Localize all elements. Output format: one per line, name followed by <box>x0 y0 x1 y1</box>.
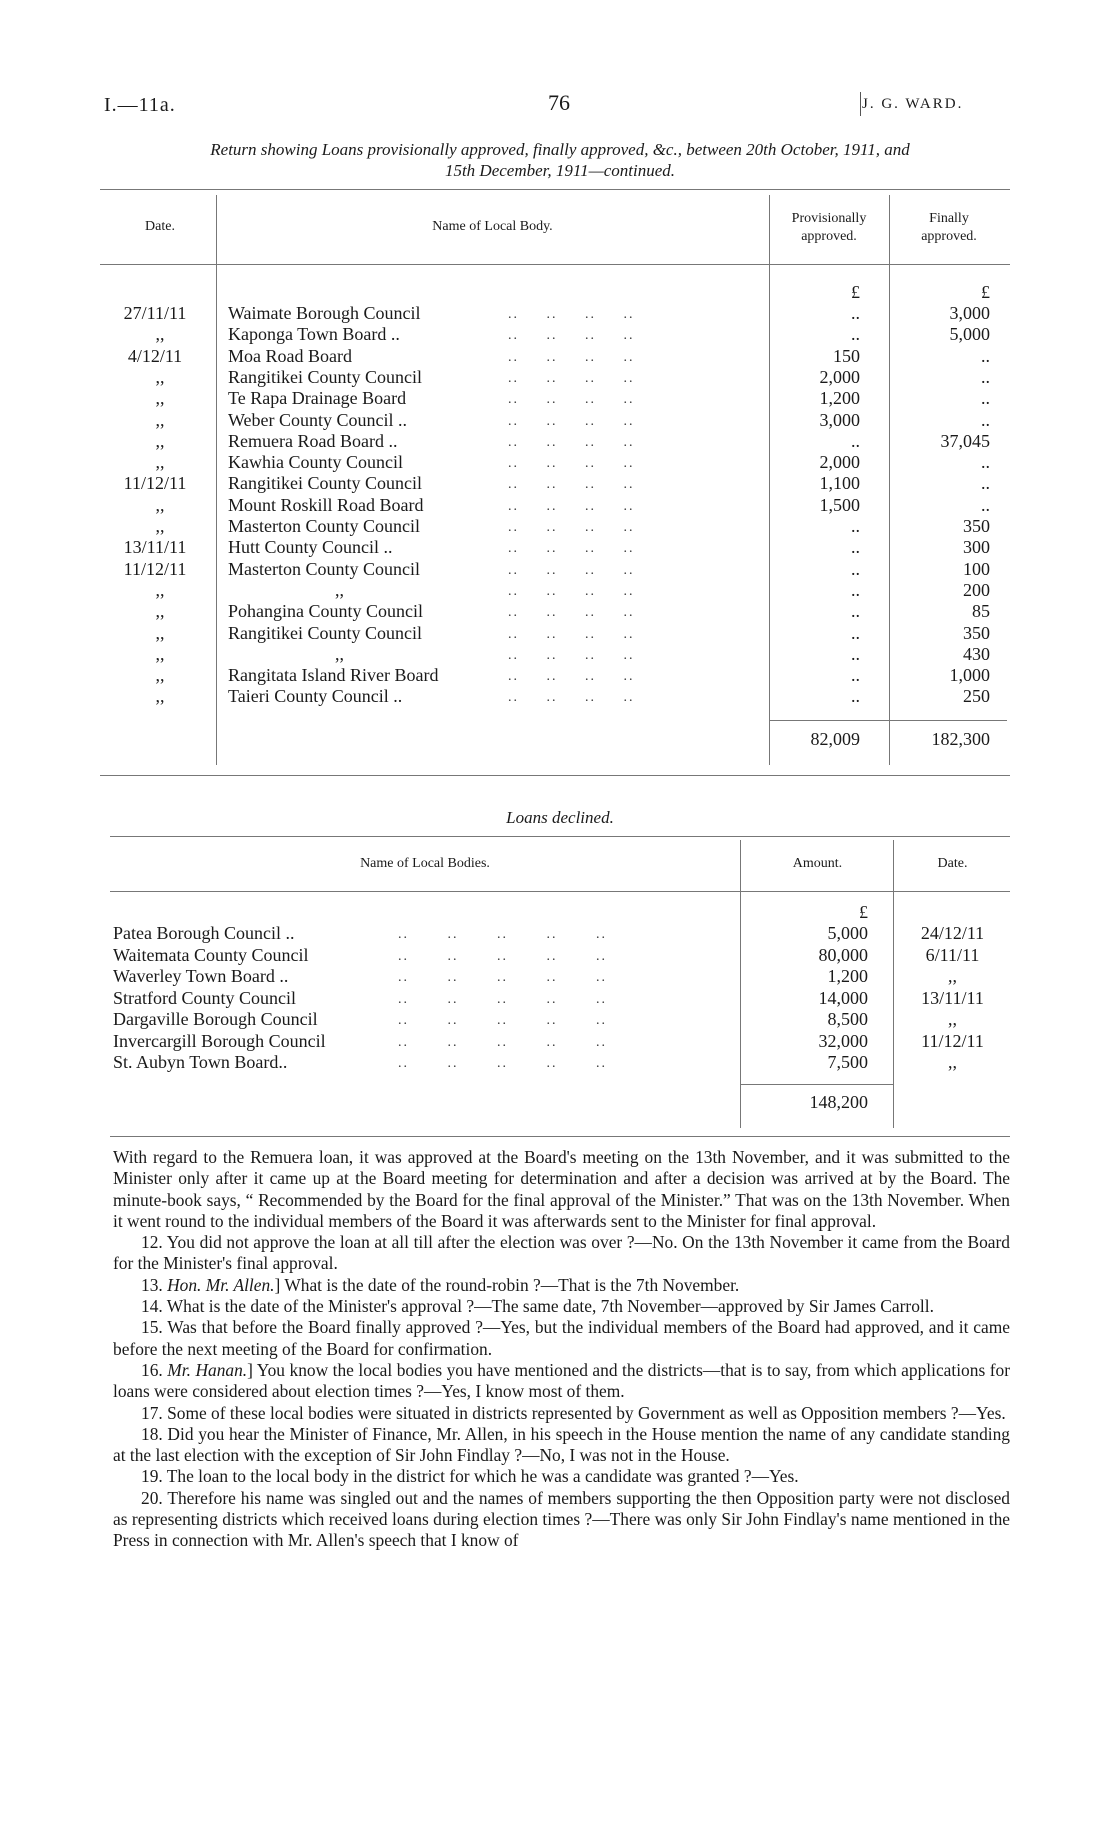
loan-row-date: ,, <box>155 409 165 430</box>
declined-row-leader-dots: .. .. .. .. .. <box>398 1013 607 1028</box>
loan-row-provisional: .. <box>851 324 860 345</box>
declined-row-date: 6/11/11 <box>925 944 980 965</box>
question-20: 20. Therefore his name was singled out and the names of members supporting the then Opposition party were not disclosed as representing districts which received loans during election times ?—There was only Sir John Findlay's name mentioned in the Press in connection with Mr. Allen's speech that I know of <box>113 1487 1010 1551</box>
declined-header-amount: Amount. <box>792 856 843 871</box>
loan-row-name: Masterton County Council <box>228 516 420 536</box>
loan-row-final: .. <box>981 366 990 387</box>
total-prov: 82,009 <box>810 729 860 749</box>
loan-row-date: 27/11/11 <box>123 303 187 323</box>
declined-row-name: Waverley Town Board .. <box>113 966 289 986</box>
col-header-prov-2: approved. <box>801 229 857 244</box>
declined-row-leader-dots: .. .. .. .. .. <box>398 1034 607 1050</box>
declined-row-name: Invercargill Borough Council <box>113 1030 326 1051</box>
loan-row-leader-dots: .. .. .. .. <box>508 477 635 493</box>
loan-row-name: Waimate Borough Council <box>228 303 421 323</box>
loan-row-final: .. <box>981 345 990 366</box>
loan-row-provisional: 1,500 <box>819 494 860 515</box>
question-14: 14. What is the date of the Minister's approval ?—The same date, 7th November—approved by Sir James Carroll. <box>141 1296 934 1317</box>
loan-row-leader-dots: .. .. .. .. <box>508 307 635 322</box>
loan-row-name: Rangitikei County Council <box>228 622 422 643</box>
loan-row-date: 4/12/11 <box>127 345 183 366</box>
loan-row-name: ,, <box>335 643 344 664</box>
loan-row-date: ,, <box>155 622 165 643</box>
declined-divider-date <box>893 840 894 1128</box>
declined-rule-bottom <box>110 1136 1010 1137</box>
declined-row-amount: 32,000 <box>818 1030 868 1051</box>
loan-row-final: 250 <box>963 686 990 707</box>
loan-row-name: Weber County Council .. <box>228 409 408 430</box>
declined-row-name: Patea Borough Council .. <box>113 923 295 943</box>
loan-row-date: ,, <box>155 516 165 536</box>
declined-row-leader-dots: .. .. .. .. .. <box>398 927 607 942</box>
loan-row-final: 300 <box>963 537 990 558</box>
loan-row-leader-dots: .. .. .. .. <box>508 413 635 429</box>
loan-row-date: ,, <box>155 452 165 473</box>
loan-row-name: Kaponga Town Board .. <box>228 324 400 345</box>
loan-row-name: Remuera Road Board .. <box>228 430 398 451</box>
loan-row-provisional: .. <box>851 686 860 707</box>
loan-row-date: ,, <box>155 686 165 707</box>
loan-row-name: Te Rapa Drainage Board <box>228 388 407 409</box>
loan-row-leader-dots: .. .. .. .. <box>508 520 635 535</box>
loan-row-name: Moa Road Board <box>228 345 352 366</box>
loan-row-final: 430 <box>963 643 990 664</box>
question-18: 18. Did you hear the Minister of Finance, Mr. Allen, in his speech in the House mention the name of any candidate standing at the last election with the exception of Sir John Findlay ?—No, I was not in the House. <box>113 1423 1010 1466</box>
loan-row-date: ,, <box>155 601 165 622</box>
loan-row-leader-dots: .. .. .. .. <box>508 456 635 472</box>
declined-header-date: Date. <box>937 856 968 871</box>
loan-row-leader-dots: .. .. .. .. <box>508 498 635 514</box>
loan-row-provisional: .. <box>851 622 860 643</box>
currency-final: £ <box>981 282 990 302</box>
loan-row-name: Taieri County Council .. <box>228 686 403 707</box>
loan-row-final: 37,045 <box>940 430 990 451</box>
header-bracket <box>860 92 861 116</box>
loan-row-leader-dots: .. .. .. .. <box>508 583 635 599</box>
loan-row-leader-dots: .. .. .. .. <box>508 690 635 706</box>
loan-row-final: 5,000 <box>949 324 990 345</box>
loan-row-name: Rangitikei County Council <box>228 473 422 494</box>
question-19: 19. The loan to the local body in the district for which he was a candidate was granted ?—Yes. <box>141 1466 799 1487</box>
declined-row-leader-dots: .. .. .. .. .. <box>398 948 607 964</box>
declined-header-name: Name of Local Bodies. <box>360 856 490 871</box>
loan-row-name: Pohangina County Council <box>228 601 423 622</box>
loan-row-final: 100 <box>963 558 990 579</box>
testimony-text <box>113 1147 1010 1552</box>
loan-row-provisional: .. <box>851 430 860 451</box>
question-17: 17. Some of these local bodies were situated in districts represented by Government as well as Opposition members ?—Yes. <box>141 1402 1006 1423</box>
declined-row-amount: 14,000 <box>818 987 868 1008</box>
declined-rule-top <box>110 836 1010 837</box>
col-header-prov-1: Provisionally <box>791 211 867 226</box>
return-title-line1: Return showing Loans provisionally approved, finally approved, &c., between 20th October, 1911, and <box>210 140 910 159</box>
loan-row-final: 350 <box>963 622 990 643</box>
declined-row-leader-dots: .. .. .. .. .. <box>398 991 607 1007</box>
loan-row-leader-dots: .. .. .. .. <box>508 647 635 663</box>
total-rule-prov <box>769 720 889 721</box>
total-rule-final <box>889 720 1007 721</box>
table-divider-date <box>216 195 217 765</box>
declined-row-date: 13/11/11 <box>921 987 984 1008</box>
loan-row-leader-dots: .. .. .. .. <box>508 669 635 685</box>
loan-row-provisional: .. <box>851 303 860 323</box>
loan-row-date: 11/12/11 <box>123 558 187 579</box>
loan-row-date: 11/12/11 <box>123 473 187 494</box>
loan-row-name: Rangitata Island River Board <box>228 665 439 686</box>
loan-row-provisional: .. <box>851 601 860 622</box>
declined-total-rule <box>740 1084 893 1085</box>
speaker-name: J. G. WARD. <box>862 96 964 112</box>
declined-row-leader-dots: .. .. .. .. .. <box>398 970 607 985</box>
loan-row-leader-dots: .. .. .. .. <box>508 370 635 386</box>
loan-row-final: 350 <box>963 516 990 536</box>
loan-row-date: ,, <box>155 579 165 600</box>
loan-row-provisional: 1,200 <box>819 388 860 409</box>
loan-row-final: .. <box>981 388 990 409</box>
table-rule-header <box>100 264 1010 265</box>
loan-row-provisional: 3,000 <box>819 409 860 430</box>
loan-row-final: 1,000 <box>949 665 990 686</box>
loan-row-date: ,, <box>155 643 165 664</box>
loan-row-date: ,, <box>155 366 165 387</box>
page-number: 76 <box>548 90 570 115</box>
question-12: 12. You did not approve the loan at all till after the election was over ?—No. On the 13th November it came from the Board for the Minister's final approval. <box>113 1232 1010 1274</box>
loan-row-leader-dots: .. .. .. .. <box>508 434 635 450</box>
loan-row-final: .. <box>981 473 990 494</box>
loan-row-provisional: .. <box>851 537 860 558</box>
declined-row-name: St. Aubyn Town Board.. <box>113 1052 288 1072</box>
declined-row-amount: 1,200 <box>827 966 868 986</box>
loan-row-final: 3,000 <box>949 303 990 323</box>
loan-row-date: ,, <box>155 388 165 409</box>
paper-reference: I.—11a. <box>104 94 176 116</box>
col-header-final-2: approved. <box>921 229 977 244</box>
loan-row-provisional: 2,000 <box>819 452 860 473</box>
loan-row-provisional: 150 <box>833 345 860 366</box>
loan-row-name: Hutt County Council .. <box>228 537 393 558</box>
loan-row-date: ,, <box>155 494 165 515</box>
declined-row-name: Waitemata County Council <box>113 944 309 965</box>
table-rule-top <box>100 189 1010 190</box>
loan-row-date: ,, <box>155 324 165 345</box>
testimony-paragraph: With regard to the Remuera loan, it was approved at the Board's meeting on the 13th November, and it was submitted to the Minister only after it came up at the Board meeting for determination and after a decision was arrived at by the Board. The minute-book says, “ Recommended by the Board for the final approval of the Minister.” That was on the 13th November. When it went round to the individual members of the Board it was afterwards sent to the Minister for final approval. <box>113 1147 1010 1231</box>
question-13-text: ] What is the date of the round-robin ?—That is the 7th November. <box>274 1274 740 1295</box>
declined-row-amount: 7,500 <box>827 1052 868 1072</box>
question-16 <box>113 1360 1010 1403</box>
col-header-date: Date. <box>145 219 175 234</box>
loan-row-provisional: .. <box>851 579 860 600</box>
currency-prov: £ <box>851 282 860 302</box>
loan-row-provisional: .. <box>851 643 860 664</box>
declined-currency: £ <box>859 902 868 922</box>
loan-row-provisional: .. <box>851 665 860 686</box>
declined-rule-header <box>110 891 1010 892</box>
declined-row-leader-dots: .. .. .. .. .. <box>398 1056 607 1071</box>
loan-row-name: Kawhia County Council <box>228 452 403 473</box>
declined-row-amount: 80,000 <box>818 944 868 965</box>
total-final: 182,300 <box>931 729 990 749</box>
loan-row-name: Rangitikei County Council <box>228 366 422 387</box>
loan-row-date: 13/11/11 <box>123 537 187 558</box>
loan-row-leader-dots: .. .. .. .. <box>508 392 635 408</box>
question-16-text: ] You know the local bodies you have mentioned and the districts—that is to say, from which applications for loans were considered about election times ?—Yes, I know most of them. <box>113 1359 1010 1402</box>
loan-row-final: 200 <box>963 579 990 600</box>
table-rule-bottom <box>100 775 1010 776</box>
loan-row-provisional: 1,100 <box>819 473 860 494</box>
loan-row-final: .. <box>981 494 990 515</box>
col-header-final-1: Finally <box>929 211 969 226</box>
return-title-line2: 15th December, 1911—continued. <box>444 161 676 180</box>
declined-row-date: ,, <box>948 966 957 986</box>
question-15: 15. Was that before the Board finally approved ?—Yes, but the individual members of the Board had approved, and it came before the next meeting of the Board for confirmation. <box>113 1317 1010 1359</box>
question-16-speaker: Mr. Hanan. <box>167 1359 248 1380</box>
declined-row-name: Stratford County Council <box>113 987 296 1008</box>
loan-row-provisional: .. <box>851 558 860 579</box>
loan-row-name: Masterton County Council <box>228 558 420 579</box>
declined-row-name: Dargaville Borough Council <box>113 1009 318 1029</box>
loan-row-leader-dots: .. .. .. .. <box>508 328 635 344</box>
declined-row-date: 24/12/11 <box>920 923 985 943</box>
loan-row-final: .. <box>981 452 990 473</box>
loan-row-leader-dots: .. .. .. .. <box>508 626 635 642</box>
loan-row-name: Mount Roskill Road Board <box>228 494 424 515</box>
declined-row-amount: 5,000 <box>827 923 868 943</box>
loan-row-leader-dots: .. .. .. .. <box>508 562 635 578</box>
loan-row-leader-dots: .. .. .. .. <box>508 541 635 557</box>
loan-row-provisional: .. <box>851 516 860 536</box>
loan-row-provisional: 2,000 <box>819 366 860 387</box>
declined-row-date: 11/12/11 <box>921 1030 984 1051</box>
declined-row-date: ,, <box>948 1009 957 1029</box>
question-13-number: 13. <box>141 1274 163 1295</box>
loan-row-date: ,, <box>155 665 165 686</box>
declined-total: 148,200 <box>809 1092 868 1112</box>
loan-row-leader-dots: .. .. .. .. <box>508 349 635 365</box>
loan-row-final: 85 <box>972 601 990 622</box>
question-13 <box>113 1275 1010 1296</box>
loan-row-date: ,, <box>155 430 165 451</box>
loan-row-leader-dots: .. .. .. .. <box>508 605 635 621</box>
question-16-number: 16. <box>141 1359 163 1380</box>
declined-row-date: ,, <box>948 1052 957 1072</box>
question-13-speaker: Hon. Mr. Allen. <box>167 1274 275 1295</box>
declined-row-amount: 8,500 <box>827 1009 868 1029</box>
loan-row-final: .. <box>981 409 990 430</box>
declined-title: Loans declined. <box>506 808 614 827</box>
col-header-name: Name of Local Body. <box>432 219 553 234</box>
loan-row-name: ,, <box>335 579 344 600</box>
